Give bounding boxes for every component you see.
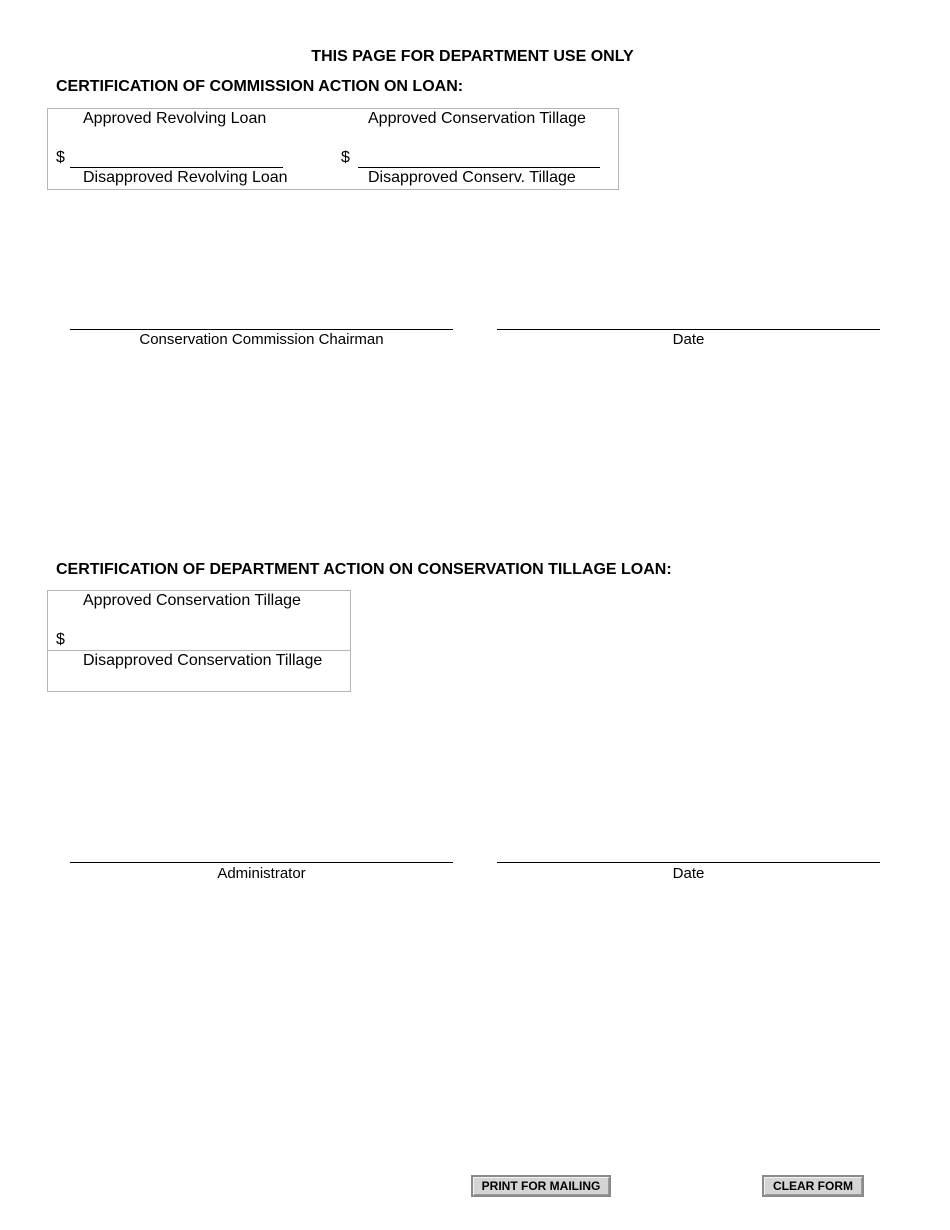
commission-date-line[interactable] [497,329,880,330]
commission-action-box[interactable] [47,108,619,190]
print-for-mailing-button[interactable]: PRINT FOR MAILING [471,1175,611,1197]
revolving-amount-line [70,167,283,168]
commission-date-caption: Date [672,331,705,348]
revolving-amount-input[interactable] [72,147,282,167]
approved-conservation-tillage-option[interactable]: Approved Conservation Tillage [368,110,586,127]
conservation-amount-input[interactable] [360,147,598,167]
dept-box-divider [48,650,350,651]
conservation-amount-line [358,167,600,168]
commission-heading: CERTIFICATION OF COMMISSION ACTION ON LOAN: [56,78,464,95]
administrator-signature-caption: Administrator [217,865,306,882]
dept-approved-conservation-option[interactable]: Approved Conservation Tillage [83,592,301,609]
department-date-line[interactable] [497,862,880,863]
dept-currency-symbol: $ [56,631,65,648]
department-date-caption: Date [672,865,705,882]
dept-amount-input[interactable] [72,629,342,649]
page-title: THIS PAGE FOR DEPARTMENT USE ONLY [311,48,634,65]
conservation-currency-symbol: $ [341,149,350,166]
department-action-box[interactable] [47,590,351,692]
disapproved-conservation-tillage-option[interactable]: Disapproved Conserv. Tillage [368,169,576,186]
approved-revolving-loan-option[interactable]: Approved Revolving Loan [83,110,267,127]
department-heading: CERTIFICATION OF DEPARTMENT ACTION ON CONSERVATION TILLAGE LOAN: [56,561,672,578]
chairman-signature-line[interactable] [70,329,453,330]
dept-disapproved-conservation-option[interactable]: Disapproved Conservation Tillage [83,652,323,669]
administrator-signature-line[interactable] [70,862,453,863]
revolving-currency-symbol: $ [56,149,65,166]
chairman-signature-caption: Conservation Commission Chairman [139,331,384,348]
disapproved-revolving-loan-option[interactable]: Disapproved Revolving Loan [83,169,288,186]
clear-form-button[interactable]: CLEAR FORM [762,1175,864,1197]
